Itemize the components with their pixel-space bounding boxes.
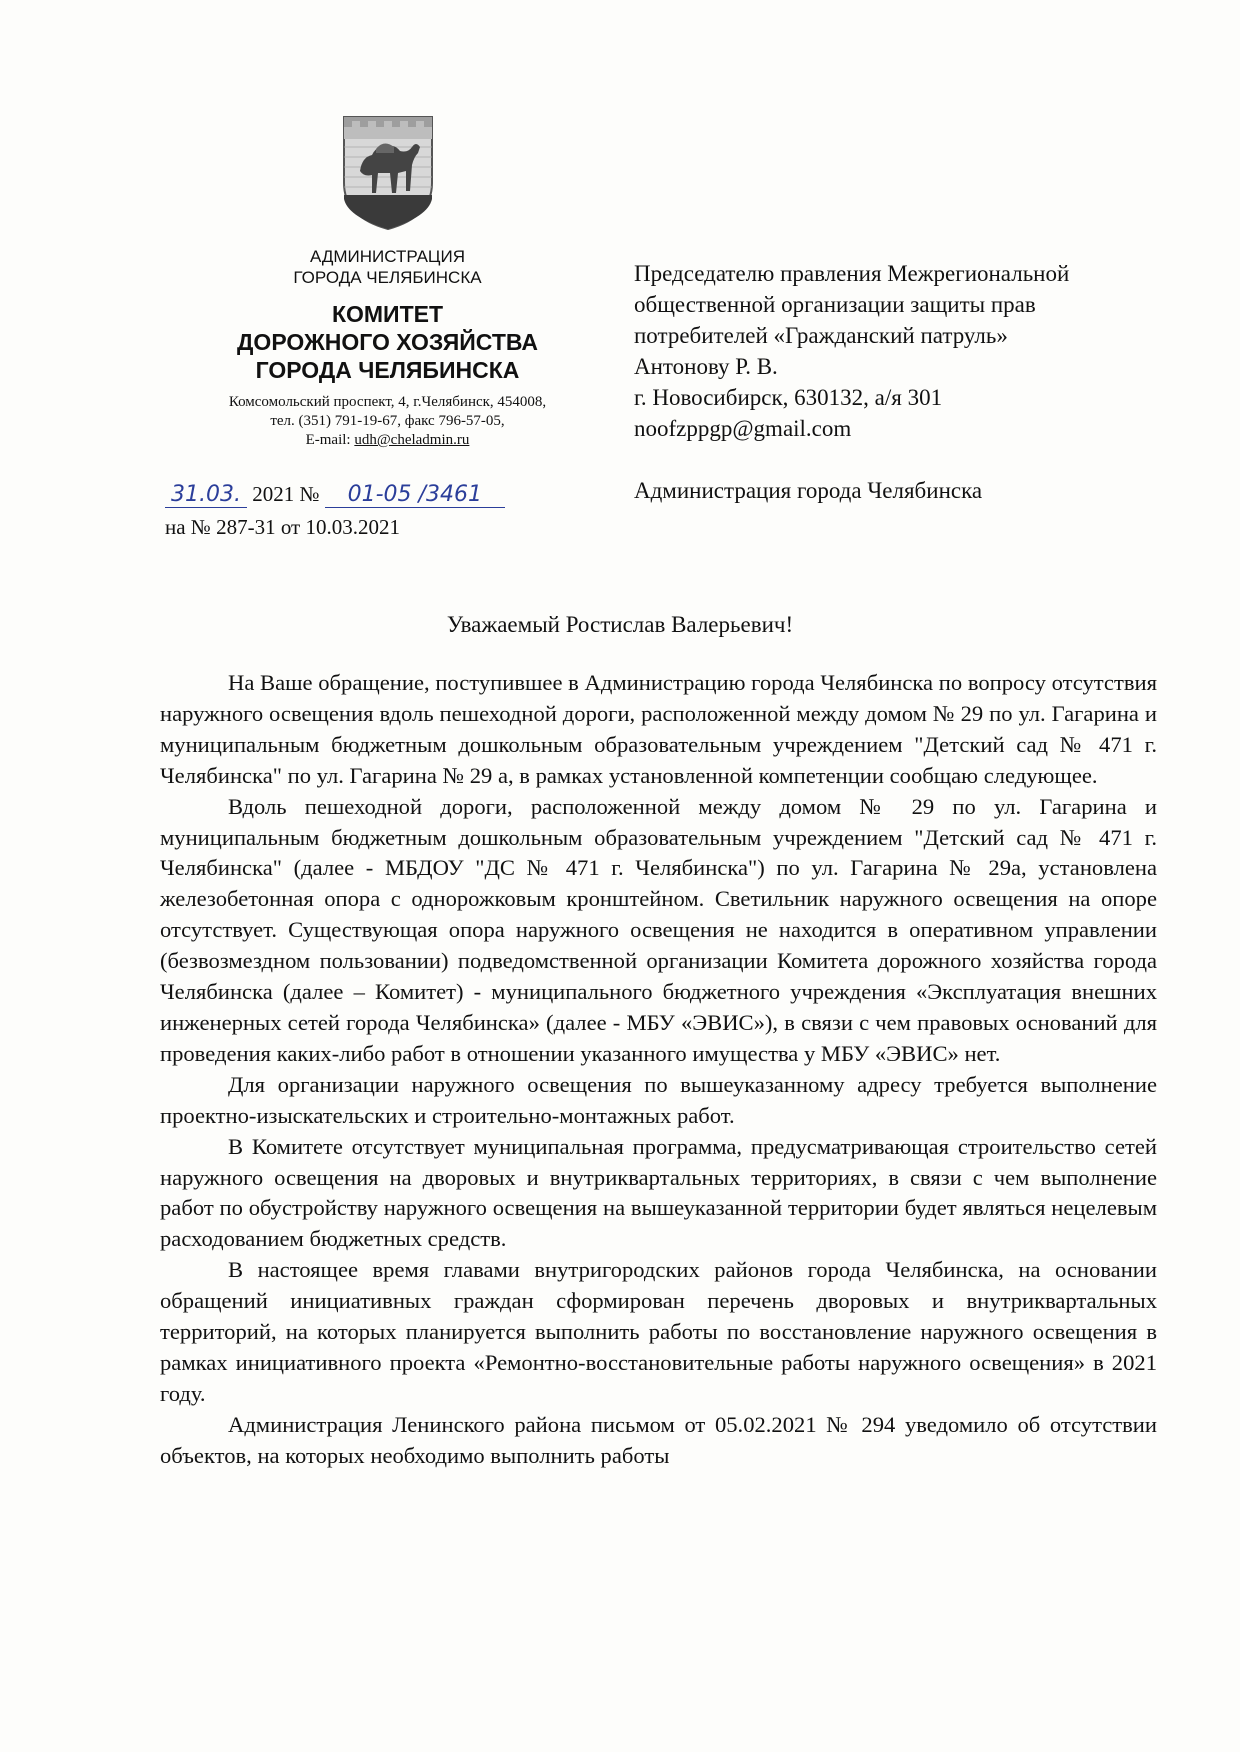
committee-name: [160, 300, 615, 384]
committee-address: Комсомольский проспект, 4, г.Челябинск, 454008,: [228, 394, 547, 410]
reply-reference: на № 287-31 от 10.03.2021: [165, 515, 400, 539]
committee-line-2: ДОРОЖНОГО ХОЗЯЙСТВА: [237, 329, 538, 355]
handwritten-number: 01-05 /3461: [325, 482, 505, 508]
body-paragraph: В Комитете отсутствует муниципальная программа, предусматривающая строительство сетей наружного освещения на дворовых и внутриквартальных территориях, в связи с чем выполнение работ по обустройству наружного освещения на вышеуказанной территории будет являться нецелевым расходованием бюджетных средств.: [160, 1133, 1157, 1252]
body-paragraph: Администрация Ленинского района письмом от 05.02.2021 № 294 уведомило об отсутствии объектов, на которых необходимо выполнить работы: [160, 1411, 1157, 1468]
administration-name: [160, 246, 615, 288]
recipient-name: Антонову Р. В.: [634, 354, 778, 379]
admin-line-2: ГОРОДА ЧЕЛЯБИНСКА: [293, 268, 482, 287]
copy-to-administration: Администрация города Челябинска: [634, 478, 983, 503]
committee-email: [160, 431, 615, 450]
recipient-postal-address: г. Новосибирск, 630132, а/я 301: [634, 385, 943, 410]
body-paragraph: На Ваше обращение, поступившее в Администрацию города Челябинска по вопросу отсутствия наружного освещения вдоль пешеходной дороги, расположенной между домом № 29 по ул. Гагарина и муниципальным бюджетным дошкольным образовательным учреждением "Детский сад № 471 г. Челябинска" по ул. Гагарина № 29 а, в рамках установленной компетенции сообщаю следующее.: [160, 670, 1157, 788]
handwritten-date: 31.03.: [165, 482, 247, 508]
letter-body: [160, 668, 1157, 1472]
body-paragraph: Для организации наружного освещения по вышеуказанному адресу требуется выполнение проектно-изыскательских и строительно-монтажных работ.: [160, 1071, 1157, 1128]
recipient-block: [634, 258, 1154, 444]
committee-phones: тел. (351) 791-19-67, факс 796-57-05,: [270, 413, 505, 429]
recipient-email: noofzppgp@gmail.com: [634, 416, 852, 441]
recipient-line: общественной организации защиты прав: [634, 292, 1036, 317]
body-paragraph: В настоящее время главами внутригородских районов города Челябинска, на основании обращений инициативных граждан сформирован перечень дворовых и внутриквартальных территорий, на которых планируется выполнить работы по восстановление наружного освещения в рамках инициативного проекта «Ремонтно-восстановительные работы наружного освещения» в 2021 году.: [160, 1257, 1157, 1406]
registration-line: [165, 482, 505, 508]
chelyabinsk-camel-coat-of-arms-icon: [338, 113, 438, 233]
recipient-line: потребителей «Гражданский патруль»: [634, 323, 1008, 348]
email-link[interactable]: udh@cheladmin.ru: [354, 432, 470, 448]
committee-line-3: ГОРОДА ЧЕЛЯБИНСКА: [255, 357, 520, 383]
committee-contacts: [160, 393, 615, 450]
committee-line-1: КОМИТЕТ: [331, 301, 444, 327]
registration-year: 2021 №: [247, 482, 325, 506]
admin-line-1: АДМИНИСТРАЦИЯ: [309, 247, 465, 266]
salutation: Уважаемый Ростислав Валерьевич!: [446, 612, 794, 637]
body-paragraph: Вдоль пешеходной дороги, расположенной между домом № 29 по ул. Гагарина и муниципальным бюджетным дошкольным образовательным учреждением "Детский сад № 471 г. Челябинска" (далее - МБДОУ "ДС № 471 г. Челябинска") по ул. Гагарина № 29а, установлена железобетонная опора с однорожковым кронштейном. Светильник наружного освещения на опоре отсутствует. Существующая опора наружного освещения не находится в оперативном управлении (безвозмездном пользовании) подведомственной организации Комитета дорожного хозяйства города Челябинска (далее – Комитет) - муниципального бюджетного учреждения «Эксплуатация внешних инженерных сетей города Челябинска» (далее - МБУ «ЭВИС»), в связи с чем правовых оснований для проведения каких-либо работ в отношении указанного имущества у МБУ «ЭВИС» нет.: [160, 793, 1157, 1066]
recipient-line: Председателю правления Межрегиональной: [634, 261, 1070, 286]
email-label: E-mail:: [305, 432, 355, 448]
